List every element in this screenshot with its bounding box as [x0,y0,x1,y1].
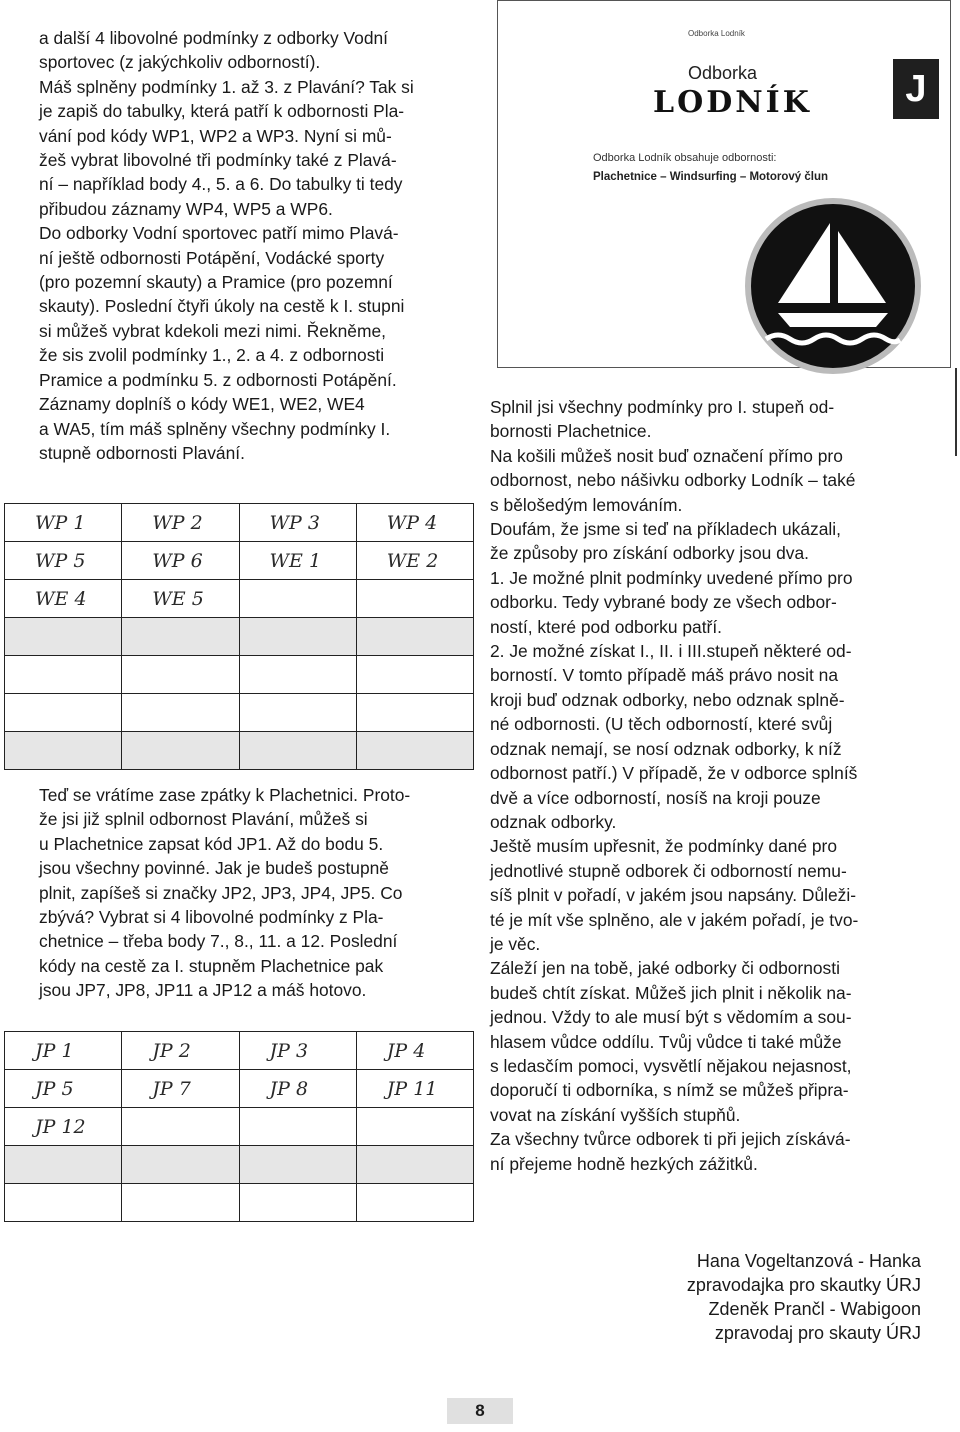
text-line: odbornost patří.) V případě, že v odborce splníš [490,763,858,784]
table-cell [5,732,122,770]
text-line: Záznamy doplníš o kódy WE1, WE2, WE4 [39,394,365,415]
text-line: té je mít vše splněno, ale v jakém pořadí, je tvo- [490,909,859,930]
table-cell: WP 3 [239,504,356,542]
signature-line: Zdeněk Prančl - Wabigoon [708,1299,921,1319]
text-line: Teď se vrátíme zase zpátky k Plachetnici. Proto- [39,785,411,805]
text-line: stupně odbornosti Plavání. [39,442,245,463]
table-cell [239,618,356,656]
wp-codes-table [4,503,474,770]
text-line: Splnil jsi všechny podmínky pro I. stupeň od- [490,397,835,417]
table-cell: JP 5 [5,1070,122,1108]
text-line: s ledasčím pomoci, vysvětlí nějakou nejasnost, [490,1055,852,1076]
text-line: si můžeš vybrat kdekoli mezi nimi. Řekněme, [39,320,386,341]
table-cell [356,732,473,770]
poster-description: Odborka Lodník obsahuje odbornosti: [593,152,777,164]
signature-line: Hana Vogeltanzová - Hanka [696,1251,921,1271]
poster-header: Odborka Lodník [688,29,745,38]
text-line: přibudou záznamy WP4, WP5 a WP6. [39,198,333,219]
text-line: Pramice a podmínku 5. z odbornosti Potápění. [39,369,397,390]
table-cell: WP 5 [5,542,122,580]
table-cell [239,694,356,732]
table-cell [356,1184,473,1222]
right-column-text [490,395,922,1176]
table-cell [122,1108,239,1146]
text-line: u Plachetnice zapsat kód JP1. Až do bodu 5. [39,833,384,854]
text-line: Doufám, že jsme si teď na příkladech ukázali, [490,519,841,540]
text-line: budeš chtít získat. Můžeš jich plnit i několik na- [490,982,852,1003]
text-line: hlasem vůdce oddílu. Tvůj vůdce ti také může [490,1031,842,1052]
lodnik-poster-image [497,0,951,368]
table-row [5,542,474,580]
text-line: odznak nemají, se nosí odznak odborky, k níž [490,738,842,759]
table-cell: WE 5 [122,580,239,618]
text-line: že způsoby pro získání odborky jsou dva. [490,543,810,564]
table-cell [5,1184,122,1222]
table-cell [356,580,473,618]
table-row [5,618,474,656]
left-column-text [39,26,473,465]
table-cell [356,1146,473,1184]
table-cell: JP 11 [356,1070,473,1108]
left-column-text-2 [39,783,473,1003]
text-line: Na košili můžeš nosit buď označení přímo pro [490,445,843,466]
text-line: Máš splněny podmínky 1. až 3. z Plavání? Tak si [39,76,414,97]
table-cell [5,656,122,694]
table-cell [356,694,473,732]
text-line: Za všechny tvůrce odborek ti při jejich získává- [490,1129,851,1150]
table-cell [356,618,473,656]
table-cell: JP 2 [122,1032,239,1070]
table-cell: WE 4 [5,580,122,618]
table-cell [122,694,239,732]
table-cell: WE 2 [356,542,473,580]
table-cell [356,1108,473,1146]
table-cell: WE 1 [239,542,356,580]
vertical-divider [955,368,957,456]
text-line: s bělošedým lemováním. [490,494,683,515]
table-cell: WP 6 [122,542,239,580]
table-row [5,656,474,694]
text-line: dvě a více odborností, nosíš na kroji pouze [490,787,821,808]
table-row [5,1146,474,1184]
poster-letter-badge: J [893,59,939,119]
text-line: jsou všechny povinné. Jak je budeš postupně [39,858,389,879]
table-cell [239,580,356,618]
text-line: jednou. Vždy to ale musí být s vědomím a sou- [490,1007,852,1028]
text-line: borností. V tomto případě máš právo nosit na [490,665,838,686]
text-line: kroji buď odznak odborky, nebo odznak splně- [490,689,845,710]
table-cell [122,1184,239,1222]
table-cell: JP 8 [239,1070,356,1108]
table-row [5,694,474,732]
page-number: 8 [447,1398,513,1424]
sailboat-badge-icon [738,191,928,381]
text-line: sportovec (z jakýchkoliv odborností). [39,52,321,73]
table-cell: WP 1 [5,504,122,542]
table-cell [239,1146,356,1184]
table-cell [5,618,122,656]
text-line: ní ještě odbornosti Potápění, Vodácké sporty [39,247,385,268]
text-line: kódy na cestě za I. stupněm Plachetnice pak [39,955,384,976]
table-cell: JP 12 [5,1108,122,1146]
table-cell: JP 3 [239,1032,356,1070]
text-line: odborku. Tedy vybrané body ze všech odbor- [490,592,837,613]
table-cell [239,656,356,694]
text-line: 1. Je možné plnit podmínky uvedené přímo pro [490,567,853,588]
text-line: ní přejeme hodně hezkých zážitků. [490,1153,758,1174]
text-line: žeš vybrat libovolné tři podmínky také z Plavá- [39,150,397,171]
text-line: Do odborky Vodní sportovec patří mimo Plavá- [39,223,399,244]
table-cell: JP 7 [122,1070,239,1108]
text-line: 2. Je možné získat I., II. i III.stupeň některé od- [490,641,852,662]
table-cell: JP 4 [356,1032,473,1070]
table-cell: WP 4 [356,504,473,542]
table-cell [239,1184,356,1222]
table-cell [122,1146,239,1184]
text-line: že sis zvolil podmínky 1., 2. a 4. z odbornosti [39,345,385,366]
text-line: a další 4 libovolné podmínky z odborky Vodní [39,28,388,48]
table-row [5,504,474,542]
text-line: bornosti Plachetnice. [490,421,652,442]
text-line: doporučí ti odborníka, s nímž se můžeš připra- [490,1080,849,1101]
text-line: vání pod kódy WP1, WP2 a WP3. Nyní si mů- [39,125,392,146]
table-row [5,1032,474,1070]
text-line: Záleží jen na tobě, jaké odborky či odbornosti [490,958,840,979]
text-line: Ještě musím upřesnit, že podmínky dané pro [490,836,838,857]
text-line: je věc. [490,933,541,954]
table-cell [122,732,239,770]
text-line: skauty). Poslední čtyři úkoly na cestě k I. stupni [39,296,405,317]
signature-line: zpravodaj pro skauty ÚRJ [714,1323,921,1343]
text-line: vovat na získání vyšších stupňů. [490,1104,741,1125]
text-line: plnit, zapíšeš si značky JP2, JP3, JP4, JP5. Co [39,882,403,903]
table-cell [122,618,239,656]
table-row [5,732,474,770]
text-line: síš plnit v pořadí, v jakém jsou napsány. Důleži- [490,885,857,906]
text-line: že jsi již splnil odbornost Plavání, můžeš si [39,809,368,830]
text-line: odznak odborky. [490,811,617,832]
table-cell [356,656,473,694]
poster-disciplines: Plachetnice – Windsurfing – Motorový člun [593,171,829,183]
table-row [5,580,474,618]
text-line: je zapiš do tabulky, která patří k odbornosti Pla- [39,101,405,122]
author-signature [600,1249,921,1345]
text-line: ností, které pod odborku patří. [490,616,723,637]
table-row [5,1070,474,1108]
table-cell [239,732,356,770]
text-line: a WA5, tím máš splněny všechny podmínky I. [39,418,391,439]
text-line: jsou JP7, JP8, JP11 a JP12 a máš hotovo. [39,980,367,1001]
poster-title: LODNÍK [653,85,812,120]
text-line: odbornost, nebo nášivku odborky Lodník – také [490,470,856,491]
table-cell: WP 2 [122,504,239,542]
table-row [5,1108,474,1146]
table-row [5,1184,474,1222]
table-cell [239,1108,356,1146]
table-cell [5,1146,122,1184]
jp-codes-table [4,1031,474,1222]
poster-odborka-label: Odborka [688,63,758,83]
table-cell: JP 1 [5,1032,122,1070]
text-line: né odbornosti. (U těch odborností, které svůj [490,714,833,735]
table-cell [5,694,122,732]
table-cell [122,656,239,694]
text-line: chetnice – třeba body 7., 8., 11. a 12. Poslední [39,931,398,952]
text-line: jednotlivé stupně odborek či odborností nemu- [490,860,847,881]
text-line: ní – například body 4., 5. a 6. Do tabulky ti tedy [39,174,403,195]
text-line: zbývá? Vybrat si 4 libovolné podmínky z Pla- [39,907,384,928]
signature-line: zpravodajka pro skautky ÚRJ [686,1275,921,1295]
text-line: (pro pozemní skauty) a Pramice (pro pozemní [39,272,393,293]
